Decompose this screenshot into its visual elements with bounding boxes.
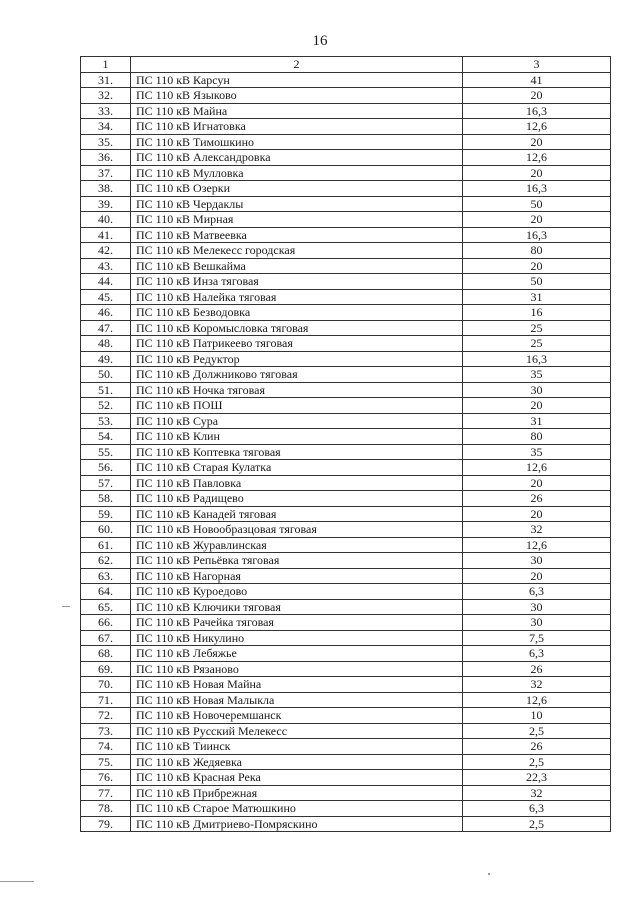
row-number: 43.: [81, 258, 131, 274]
row-value: 12,6: [463, 119, 611, 135]
table-row: [81, 615, 611, 631]
row-value: 6,3: [463, 584, 611, 600]
table-row: [81, 444, 611, 460]
table-row: [81, 801, 611, 817]
row-number: 58.: [81, 491, 131, 507]
row-number: 47.: [81, 320, 131, 336]
row-value: 25: [463, 320, 611, 336]
row-number: 73.: [81, 723, 131, 739]
substation-name: ПС 110 кВ Клин: [131, 429, 463, 445]
row-value: 50: [463, 274, 611, 290]
substation-table: [80, 56, 611, 832]
table-row: [81, 258, 611, 274]
row-value: 32: [463, 785, 611, 801]
substation-name: ПС 110 кВ Ночка тяговая: [131, 382, 463, 398]
substation-name: ПС 110 кВ Старое Матюшкино: [131, 801, 463, 817]
row-number: 46.: [81, 305, 131, 321]
table-row: [81, 646, 611, 662]
table-body: [81, 72, 611, 832]
row-value: 31: [463, 289, 611, 305]
row-number: 57.: [81, 475, 131, 491]
row-value: 20: [463, 475, 611, 491]
row-value: 30: [463, 382, 611, 398]
substation-name: ПС 110 кВ Языково: [131, 88, 463, 104]
column-header-value: 3: [463, 57, 611, 73]
table-row: [81, 661, 611, 677]
row-value: 20: [463, 568, 611, 584]
table-row: [81, 289, 611, 305]
row-number: 44.: [81, 274, 131, 290]
row-value: 35: [463, 444, 611, 460]
row-value: 16,3: [463, 351, 611, 367]
row-number: 34.: [81, 119, 131, 135]
row-value: 26: [463, 739, 611, 755]
substation-name: ПС 110 кВ Мирная: [131, 212, 463, 228]
substation-name: ПС 110 кВ Никулино: [131, 630, 463, 646]
substation-name: ПС 110 кВ Канадей тяговая: [131, 506, 463, 522]
row-number: 60.: [81, 522, 131, 538]
substation-name: ПС 110 кВ Игнатовка: [131, 119, 463, 135]
table-row: [81, 816, 611, 832]
row-number: 48.: [81, 336, 131, 352]
table-row: [81, 88, 611, 104]
row-value: 80: [463, 243, 611, 259]
table-row: [81, 692, 611, 708]
table-row: [81, 367, 611, 383]
row-number: 62.: [81, 553, 131, 569]
row-number: 31.: [81, 72, 131, 88]
row-value: 25: [463, 336, 611, 352]
row-number: 79.: [81, 816, 131, 832]
row-number: 63.: [81, 568, 131, 584]
row-number: 35.: [81, 134, 131, 150]
substation-name: ПС 110 кВ Должниково тяговая: [131, 367, 463, 383]
substation-name: ПС 110 кВ Красная Река: [131, 770, 463, 786]
table-row: [81, 739, 611, 755]
row-value: 16,3: [463, 181, 611, 197]
row-value: 2,5: [463, 816, 611, 832]
substation-name: ПС 110 кВ Прибрежная: [131, 785, 463, 801]
substation-name: ПС 110 кВ Куроедово: [131, 584, 463, 600]
row-value: 22,3: [463, 770, 611, 786]
table-row: [81, 584, 611, 600]
row-value: 32: [463, 522, 611, 538]
substation-name: ПС 110 кВ Инза тяговая: [131, 274, 463, 290]
row-value: 20: [463, 134, 611, 150]
table-row: [81, 599, 611, 615]
substation-name: ПС 110 кВ Безводовка: [131, 305, 463, 321]
row-number: 45.: [81, 289, 131, 305]
row-value: 20: [463, 212, 611, 228]
row-number: 75.: [81, 754, 131, 770]
table-row: [81, 537, 611, 553]
row-number: 32.: [81, 88, 131, 104]
table-row: [81, 553, 611, 569]
row-value: 26: [463, 491, 611, 507]
row-number: 56.: [81, 460, 131, 476]
table-row: [81, 630, 611, 646]
column-header-name: 2: [131, 57, 463, 73]
table-row: [81, 305, 611, 321]
row-number: 61.: [81, 537, 131, 553]
row-value: 2,5: [463, 723, 611, 739]
table-row: [81, 274, 611, 290]
row-value: 80: [463, 429, 611, 445]
row-number: 41.: [81, 227, 131, 243]
substation-name: ПС 110 кВ Мулловка: [131, 165, 463, 181]
scan-mark: [0, 881, 34, 882]
row-number: 72.: [81, 708, 131, 724]
row-value: 12,6: [463, 692, 611, 708]
row-value: 20: [463, 258, 611, 274]
row-value: 30: [463, 615, 611, 631]
table-row: [81, 429, 611, 445]
table-row: [81, 336, 611, 352]
substation-name: ПС 110 кВ Патрикеево тяговая: [131, 336, 463, 352]
substation-name: ПС 110 кВ Тимошкино: [131, 134, 463, 150]
row-value: 32: [463, 677, 611, 693]
table-row: [81, 320, 611, 336]
row-value: 20: [463, 506, 611, 522]
substation-name: ПС 110 кВ ПОШ: [131, 398, 463, 414]
row-number: 74.: [81, 739, 131, 755]
substation-name: ПС 110 кВ Павловка: [131, 475, 463, 491]
table-row: [81, 382, 611, 398]
row-value: 26: [463, 661, 611, 677]
table-row: [81, 785, 611, 801]
substation-name: ПС 110 кВ Озерки: [131, 181, 463, 197]
row-number: 64.: [81, 584, 131, 600]
row-value: 2,5: [463, 754, 611, 770]
row-number: 69.: [81, 661, 131, 677]
row-number: 38.: [81, 181, 131, 197]
table-row: [81, 398, 611, 414]
substation-name: ПС 110 кВ Рачейка тяговая: [131, 615, 463, 631]
row-value: 41: [463, 72, 611, 88]
row-value: 50: [463, 196, 611, 212]
row-number: 49.: [81, 351, 131, 367]
table-row: [81, 506, 611, 522]
table-row: [81, 227, 611, 243]
table-row: [81, 522, 611, 538]
substation-name: ПС 110 кВ Мелекесс городская: [131, 243, 463, 259]
substation-name: ПС 110 кВ Лебяжье: [131, 646, 463, 662]
row-number: 42.: [81, 243, 131, 259]
row-value: 6,3: [463, 646, 611, 662]
table-row: [81, 103, 611, 119]
table-row: [81, 677, 611, 693]
substation-name: ПС 110 кВ Коромысловка тяговая: [131, 320, 463, 336]
substation-name: ПС 110 кВ Радищево: [131, 491, 463, 507]
table-row: [81, 72, 611, 88]
row-value: 12,6: [463, 150, 611, 166]
table-row: [81, 212, 611, 228]
row-value: 10: [463, 708, 611, 724]
table-row: [81, 568, 611, 584]
substation-name: ПС 110 кВ Журавлинская: [131, 537, 463, 553]
row-number: 50.: [81, 367, 131, 383]
row-number: 78.: [81, 801, 131, 817]
table-row: [81, 134, 611, 150]
substation-name: ПС 110 кВ Дмитриево-Помряскино: [131, 816, 463, 832]
table-row: [81, 196, 611, 212]
scan-mark: [488, 873, 490, 875]
row-number: 65.: [81, 599, 131, 615]
substation-name: ПС 110 кВ Александровка: [131, 150, 463, 166]
row-number: 36.: [81, 150, 131, 166]
row-value: 35: [463, 367, 611, 383]
substation-name: ПС 110 кВ Ключики тяговая: [131, 599, 463, 615]
substation-name: ПС 110 кВ Коптевка тяговая: [131, 444, 463, 460]
page-number: 16: [312, 33, 328, 49]
substation-name: ПС 110 кВ Тиинск: [131, 739, 463, 755]
row-number: 40.: [81, 212, 131, 228]
table-row: [81, 150, 611, 166]
table-row: [81, 119, 611, 135]
row-number: 33.: [81, 103, 131, 119]
table-row: [81, 754, 611, 770]
substation-name: ПС 110 кВ Майна: [131, 103, 463, 119]
row-number: 52.: [81, 398, 131, 414]
table-row: [81, 243, 611, 259]
table-row: [81, 770, 611, 786]
substation-name: ПС 110 кВ Рязаново: [131, 661, 463, 677]
table-row: [81, 181, 611, 197]
table-row: [81, 165, 611, 181]
substation-name: ПС 110 кВ Редуктор: [131, 351, 463, 367]
row-number: 53.: [81, 413, 131, 429]
substation-name: ПС 110 кВ Матвеевка: [131, 227, 463, 243]
table-row: [81, 351, 611, 367]
row-value: 31: [463, 413, 611, 429]
row-number: 71.: [81, 692, 131, 708]
substation-name: ПС 110 кВ Новая Майна: [131, 677, 463, 693]
substation-name: ПС 110 кВ Новочеремшанск: [131, 708, 463, 724]
table-row: [81, 460, 611, 476]
substation-name: ПС 110 кВ Старая Кулатка: [131, 460, 463, 476]
row-value: 20: [463, 88, 611, 104]
column-header-number: 1: [81, 57, 131, 73]
substation-name: ПС 110 кВ Русский Мелекесс: [131, 723, 463, 739]
substation-name: ПС 110 кВ Сура: [131, 413, 463, 429]
row-value: 12,6: [463, 460, 611, 476]
table-row: [81, 708, 611, 724]
row-value: 16: [463, 305, 611, 321]
row-value: 12,6: [463, 537, 611, 553]
row-number: 66.: [81, 615, 131, 631]
row-number: 54.: [81, 429, 131, 445]
substation-name: ПС 110 кВ Чердаклы: [131, 196, 463, 212]
substation-name: ПС 110 кВ Вешкайма: [131, 258, 463, 274]
table-header-row: [81, 57, 611, 73]
row-number: 68.: [81, 646, 131, 662]
substation-name: ПС 110 кВ Карсун: [131, 72, 463, 88]
row-number: 59.: [81, 506, 131, 522]
row-number: 51.: [81, 382, 131, 398]
row-value: 16,3: [463, 103, 611, 119]
row-number: 77.: [81, 785, 131, 801]
row-number: 70.: [81, 677, 131, 693]
row-number: 67.: [81, 630, 131, 646]
row-value: 7,5: [463, 630, 611, 646]
substation-name: ПС 110 кВ Репьёвка тяговая: [131, 553, 463, 569]
row-number: 76.: [81, 770, 131, 786]
row-value: 6,3: [463, 801, 611, 817]
row-value: 30: [463, 553, 611, 569]
row-value: 20: [463, 398, 611, 414]
table-row: [81, 723, 611, 739]
substation-name: ПС 110 кВ Новая Малыкла: [131, 692, 463, 708]
substation-name: ПС 110 кВ Нагорная: [131, 568, 463, 584]
table-row: [81, 475, 611, 491]
row-value: 30: [463, 599, 611, 615]
row-number: 39.: [81, 196, 131, 212]
row-number: 37.: [81, 165, 131, 181]
table-row: [81, 491, 611, 507]
row-number: 55.: [81, 444, 131, 460]
scan-mark: [62, 606, 70, 607]
substation-name: ПС 110 кВ Налейка тяговая: [131, 289, 463, 305]
table-row: [81, 413, 611, 429]
row-value: 16,3: [463, 227, 611, 243]
substation-name: ПС 110 кВ Жедяевка: [131, 754, 463, 770]
row-value: 20: [463, 165, 611, 181]
substation-name: ПС 110 кВ Новообразцовая тяговая: [131, 522, 463, 538]
